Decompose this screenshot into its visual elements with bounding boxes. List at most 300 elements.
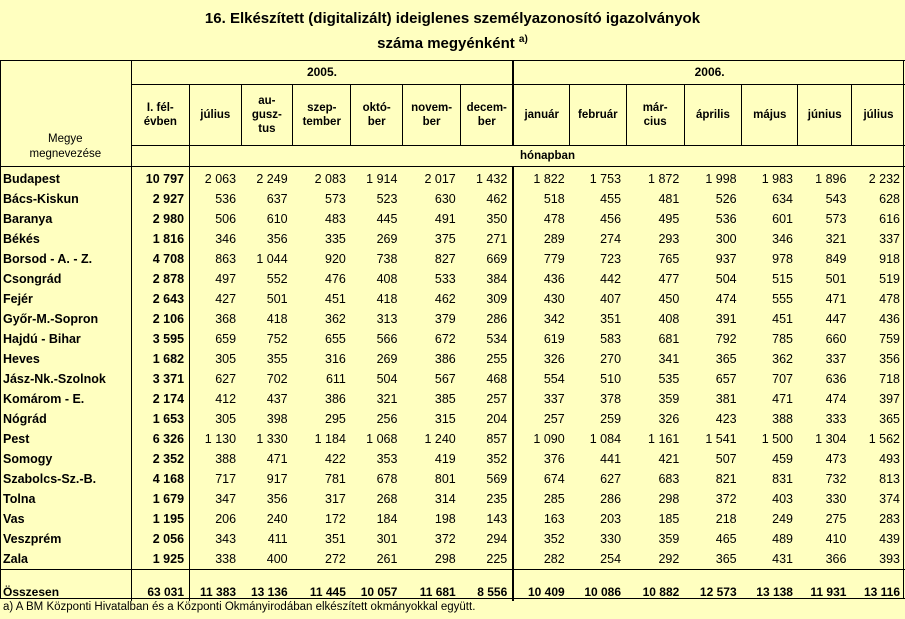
value-cell: 3 371: [152, 372, 185, 386]
month-label-part: novem-: [411, 102, 453, 114]
county-name: Heves: [0, 349, 131, 369]
value-cell: 610: [266, 212, 288, 226]
unit-spacer-half: [131, 146, 189, 167]
value-cell: 554: [513, 369, 569, 389]
value-cell: 566: [376, 332, 398, 346]
value-cell: 342: [513, 309, 569, 329]
month-label-part: május: [753, 109, 787, 121]
value-cell: 477: [658, 272, 680, 286]
value-cell: 536: [715, 212, 737, 226]
value-cell: 403: [772, 492, 793, 506]
value-cell: 1 541: [705, 432, 737, 446]
value-cell: 256: [376, 412, 398, 426]
value-cell: 235: [486, 492, 508, 506]
value-cell: 536: [190, 189, 242, 209]
title-note-ref: a): [518, 34, 528, 45]
value-cell: 523: [376, 192, 398, 206]
value-cell: 555: [772, 292, 793, 306]
month-label-part: tus: [258, 123, 276, 135]
value-cell: 268: [376, 492, 398, 506]
value-cell: 274: [600, 232, 622, 246]
value-cell: 300: [715, 232, 737, 246]
value-cell: 12 573: [684, 570, 741, 602]
value-cell: 359: [658, 392, 680, 406]
value-cell: 849: [825, 252, 847, 266]
value-cell: 293: [658, 232, 680, 246]
value-cell: 362: [325, 312, 346, 326]
value-cell: 937: [715, 252, 737, 266]
value-cell: 573: [325, 192, 346, 206]
table-row: [0, 309, 905, 329]
value-cell: 63 031: [131, 570, 189, 602]
value-cell: 683: [658, 472, 680, 486]
value-cell: 1 983: [761, 172, 793, 186]
value-cell: 920: [325, 252, 346, 266]
month-header-2005-5: [402, 85, 460, 146]
value-cell: 535: [658, 372, 680, 386]
value-cell: 627: [600, 472, 622, 486]
value-cell: 6 326: [152, 432, 185, 446]
value-cell: 408: [376, 272, 398, 286]
value-cell: 375: [434, 232, 456, 246]
value-cell: 254: [600, 552, 622, 566]
county-name: Fejér: [0, 289, 131, 309]
value-cell: 759: [879, 332, 900, 346]
value-cell: 821: [715, 472, 737, 486]
county-name: Összesen: [0, 570, 131, 602]
value-cell: 408: [658, 312, 680, 326]
value-cell: 569: [486, 472, 508, 486]
value-cell: 286: [486, 312, 508, 326]
table-border-left: [0, 60, 1, 598]
value-cell: 185: [658, 512, 680, 526]
value-cell: 407: [600, 292, 622, 306]
value-cell: 619: [513, 329, 569, 349]
value-cell: 356: [266, 492, 288, 506]
county-name: Szabolcs-Sz.-B.: [0, 469, 131, 489]
month-label-part: július: [200, 109, 231, 121]
value-cell: 474: [825, 392, 847, 406]
value-cell: 1 562: [868, 432, 900, 446]
table-row: [0, 229, 905, 249]
value-cell: 333: [825, 412, 847, 426]
value-cell: 1 653: [152, 412, 185, 426]
value-cell: 2 232: [868, 172, 900, 186]
value-cell: 316: [325, 352, 346, 366]
value-cell: 779: [513, 249, 569, 269]
county-name: Zala: [0, 549, 131, 570]
value-cell: 4 168: [152, 472, 185, 486]
value-cell: 184: [376, 512, 398, 526]
value-cell: 450: [658, 292, 680, 306]
value-cell: 504: [715, 272, 737, 286]
value-cell: 543: [825, 192, 847, 206]
month-header-2006-2: [626, 85, 684, 146]
footnote: a) A BM Központi Hivatalban és a Központi Okmányirodában elkészített okmányokkal együtt.: [3, 601, 476, 613]
value-cell: 346: [772, 232, 793, 246]
value-cell: 504: [376, 372, 398, 386]
value-cell: 1 500: [761, 432, 793, 446]
value-cell: 627: [190, 369, 242, 389]
value-cell: 510: [600, 372, 622, 386]
month-label-part: tember: [302, 116, 341, 128]
table-row: [0, 167, 905, 190]
value-cell: 1 195: [152, 512, 185, 526]
value-cell: 431: [772, 552, 793, 566]
value-cell: 309: [486, 292, 508, 306]
total-row: [0, 570, 905, 602]
county-name: Borsod - A. - Z.: [0, 249, 131, 269]
value-cell: 353: [376, 452, 398, 466]
value-cell: 451: [325, 292, 346, 306]
value-cell: 1 753: [589, 172, 622, 186]
value-cell: 292: [658, 552, 680, 566]
value-cell: 1 090: [513, 429, 569, 449]
county-name: Bács-Kiskun: [0, 189, 131, 209]
value-cell: 314: [434, 492, 456, 506]
value-cell: 1 304: [815, 432, 847, 446]
value-cell: 1 130: [190, 429, 242, 449]
value-cell: 519: [879, 272, 900, 286]
value-cell: 2 174: [152, 392, 185, 406]
value-cell: 441: [600, 452, 622, 466]
month-header-2005-0: [131, 85, 189, 146]
value-cell: 376: [513, 449, 569, 469]
value-cell: 473: [825, 452, 847, 466]
value-cell: 257: [513, 409, 569, 429]
county-name: Budapest: [0, 167, 131, 190]
value-cell: 351: [325, 532, 346, 546]
value-cell: 4 708: [152, 252, 185, 266]
value-cell: 384: [486, 272, 508, 286]
table-border-top: [0, 60, 905, 61]
county-name: Csongrád: [0, 269, 131, 289]
value-cell: 501: [825, 272, 847, 286]
value-cell: 1 872: [648, 172, 680, 186]
data-table: [0, 60, 905, 601]
value-cell: 418: [376, 292, 398, 306]
value-cell: 707: [772, 372, 793, 386]
value-cell: 225: [486, 552, 508, 566]
value-cell: 863: [190, 249, 242, 269]
value-cell: 474: [715, 292, 737, 306]
table-row: [0, 429, 905, 449]
value-cell: 1 330: [256, 432, 288, 446]
value-cell: 330: [600, 532, 622, 546]
value-cell: 718: [879, 372, 900, 386]
value-cell: 341: [658, 352, 680, 366]
month-label-part: július: [863, 109, 894, 121]
county-name: Veszprém: [0, 529, 131, 549]
value-cell: 813: [879, 472, 900, 486]
county-name: Baranya: [0, 209, 131, 229]
value-cell: 335: [325, 232, 346, 246]
value-cell: 351: [600, 312, 622, 326]
value-cell: 1 084: [589, 432, 622, 446]
value-cell: 483: [325, 212, 346, 226]
value-cell: 249: [772, 512, 793, 526]
month-label-part: au-: [258, 95, 276, 107]
month-label-part: január: [524, 109, 559, 121]
year-header-2006: 2006.: [513, 60, 905, 85]
value-cell: 391: [715, 312, 737, 326]
value-cell: 2 249: [256, 172, 288, 186]
table-row: [0, 349, 905, 369]
value-cell: 13 138: [742, 570, 798, 602]
value-cell: 411: [267, 532, 288, 546]
megye-label-1: Megye: [48, 133, 83, 145]
value-cell: 628: [879, 192, 900, 206]
value-cell: 493: [879, 452, 900, 466]
month-label-part: évben: [143, 116, 177, 128]
title-line-2-text: száma megyénként: [377, 35, 515, 52]
value-cell: 447: [825, 312, 847, 326]
value-cell: 427: [190, 289, 242, 309]
value-cell: 437: [266, 392, 288, 406]
table-border-bottom: [0, 598, 905, 599]
table-row: [0, 329, 905, 349]
table-row: [0, 289, 905, 309]
county-name: Békés: [0, 229, 131, 249]
county-name: Nógrád: [0, 409, 131, 429]
value-cell: 1 068: [366, 432, 398, 446]
table-row: [0, 489, 905, 509]
value-cell: 573: [825, 212, 847, 226]
value-cell: 442: [600, 272, 622, 286]
column-header-megye: [0, 60, 131, 167]
value-cell: 476: [325, 272, 346, 286]
value-cell: 2 980: [152, 212, 185, 226]
county-name: Komárom - E.: [0, 389, 131, 409]
value-cell: 436: [513, 269, 569, 289]
value-cell: 270: [600, 352, 622, 366]
value-cell: 468: [486, 372, 508, 386]
title-line-2: [0, 29, 905, 54]
year-header-2005: 2005.: [131, 60, 513, 85]
value-cell: 301: [376, 532, 398, 546]
value-cell: 611: [325, 372, 346, 386]
county-name: Jász-Nk.-Szolnok: [0, 369, 131, 389]
month-label-part: szep-: [307, 102, 337, 114]
value-cell: 1 896: [815, 172, 847, 186]
value-cell: 11 931: [798, 570, 851, 602]
value-cell: 801: [434, 472, 456, 486]
value-cell: 430: [513, 289, 569, 309]
value-cell: 206: [190, 509, 242, 529]
value-cell: 456: [600, 212, 622, 226]
value-cell: 478: [513, 209, 569, 229]
value-cell: 422: [325, 452, 346, 466]
value-cell: 381: [715, 392, 737, 406]
value-cell: 305: [190, 409, 242, 429]
value-cell: 11 445: [293, 570, 351, 602]
value-cell: 702: [266, 372, 288, 386]
value-cell: 1 184: [314, 432, 346, 446]
value-cell: 1 925: [152, 552, 185, 566]
value-cell: 634: [772, 192, 793, 206]
value-cell: 672: [434, 332, 456, 346]
value-cell: 518: [513, 189, 569, 209]
value-cell: 674: [513, 469, 569, 489]
value-cell: 294: [486, 532, 508, 546]
value-cell: 10 057: [351, 570, 403, 602]
value-cell: 471: [825, 292, 847, 306]
month-header-2006-3: [684, 85, 741, 146]
value-cell: 831: [772, 472, 793, 486]
value-cell: 2 878: [152, 272, 185, 286]
month-label-part: február: [578, 109, 618, 121]
value-cell: 681: [658, 332, 680, 346]
table-row: [0, 189, 905, 209]
value-cell: 2 017: [424, 172, 456, 186]
value-cell: 337: [879, 232, 900, 246]
value-cell: 326: [658, 412, 680, 426]
value-cell: 352: [486, 452, 508, 466]
value-cell: 1 682: [152, 352, 185, 366]
value-cell: 10 797: [145, 172, 185, 186]
value-cell: 343: [190, 529, 242, 549]
value-cell: 143: [486, 512, 508, 526]
month-label-part: ber: [422, 116, 441, 128]
value-cell: 459: [772, 452, 793, 466]
table-row: [0, 469, 905, 489]
value-cell: 723: [600, 252, 622, 266]
value-cell: 978: [772, 252, 793, 266]
value-cell: 355: [266, 352, 288, 366]
value-cell: 218: [715, 512, 737, 526]
table-row: [0, 389, 905, 409]
value-cell: 471: [772, 392, 793, 406]
value-cell: 203: [600, 512, 622, 526]
value-cell: 298: [434, 552, 456, 566]
value-cell: 372: [434, 532, 456, 546]
value-cell: 738: [376, 252, 398, 266]
table-row: [0, 549, 905, 570]
value-cell: 386: [434, 352, 456, 366]
value-cell: 337: [825, 352, 847, 366]
value-cell: 678: [376, 472, 398, 486]
value-cell: 478: [879, 292, 900, 306]
county-name: Vas: [0, 509, 131, 529]
unit-label: hónapban: [190, 146, 905, 167]
value-cell: 388: [772, 412, 793, 426]
value-cell: 285: [513, 489, 569, 509]
month-label-part: decem-: [466, 102, 507, 114]
value-cell: 372: [715, 492, 737, 506]
value-cell: 10 086: [570, 570, 626, 602]
value-cell: 163: [513, 509, 569, 529]
value-cell: 857: [486, 432, 508, 446]
value-cell: 781: [325, 472, 346, 486]
table-row: [0, 529, 905, 549]
table-row: [0, 509, 905, 529]
value-cell: 393: [879, 552, 900, 566]
value-cell: 317: [325, 492, 346, 506]
value-cell: 2 106: [152, 312, 185, 326]
value-cell: 526: [715, 192, 737, 206]
value-cell: 337: [513, 389, 569, 409]
table-row: [0, 409, 905, 429]
value-cell: 397: [879, 392, 900, 406]
value-cell: 732: [825, 472, 847, 486]
value-cell: 616: [879, 212, 900, 226]
value-cell: 439: [879, 532, 900, 546]
month-label-part: ber: [477, 116, 496, 128]
table-row: [0, 249, 905, 269]
value-cell: 286: [600, 492, 622, 506]
value-cell: 315: [434, 412, 456, 426]
table-row: [0, 209, 905, 229]
value-cell: 792: [715, 332, 737, 346]
value-cell: 350: [486, 212, 508, 226]
value-cell: 918: [879, 252, 900, 266]
value-cell: 657: [715, 372, 737, 386]
table-row: [0, 269, 905, 289]
value-cell: 365: [715, 352, 737, 366]
value-cell: 462: [434, 292, 456, 306]
value-cell: 283: [879, 512, 900, 526]
value-cell: 362: [772, 352, 793, 366]
value-cell: 379: [434, 312, 456, 326]
month-header-2006-5: [798, 85, 851, 146]
value-cell: 497: [190, 269, 242, 289]
value-cell: 11 681: [402, 570, 460, 602]
value-cell: 272: [325, 552, 346, 566]
value-cell: 346: [190, 229, 242, 249]
value-cell: 257: [486, 392, 508, 406]
value-cell: 10 409: [513, 570, 569, 602]
value-cell: 275: [825, 512, 847, 526]
value-cell: 471: [266, 452, 288, 466]
value-cell: 347: [190, 489, 242, 509]
value-cell: 172: [325, 512, 346, 526]
month-header-2006-6: [851, 85, 905, 146]
value-cell: 659: [190, 329, 242, 349]
value-cell: 752: [266, 332, 288, 346]
value-cell: 365: [879, 412, 900, 426]
value-cell: 2 063: [190, 167, 242, 190]
value-cell: 388: [190, 449, 242, 469]
month-label-part: április: [696, 109, 730, 121]
value-cell: 352: [513, 529, 569, 549]
value-cell: 507: [715, 452, 737, 466]
value-cell: 386: [325, 392, 346, 406]
value-cell: 660: [825, 332, 847, 346]
value-cell: 2 927: [152, 192, 185, 206]
value-cell: 495: [658, 212, 680, 226]
value-cell: 368: [190, 309, 242, 329]
value-cell: 271: [486, 232, 508, 246]
month-header-2006-1: [570, 85, 626, 146]
value-cell: 374: [879, 492, 900, 506]
value-cell: 356: [266, 232, 288, 246]
value-cell: 445: [376, 212, 398, 226]
value-cell: 567: [434, 372, 456, 386]
value-cell: 421: [658, 452, 680, 466]
month-label-part: ber: [367, 116, 386, 128]
value-cell: 717: [190, 469, 242, 489]
value-cell: 305: [190, 349, 242, 369]
month-header-2006-0: [513, 85, 569, 146]
value-cell: 13 136: [241, 570, 293, 602]
value-cell: 359: [658, 532, 680, 546]
value-cell: 1 161: [648, 432, 680, 446]
month-label-part: I. fél-: [146, 102, 174, 114]
value-cell: 295: [325, 412, 346, 426]
table-body: [0, 167, 905, 602]
value-cell: 2 352: [152, 452, 185, 466]
value-cell: 255: [486, 352, 508, 366]
